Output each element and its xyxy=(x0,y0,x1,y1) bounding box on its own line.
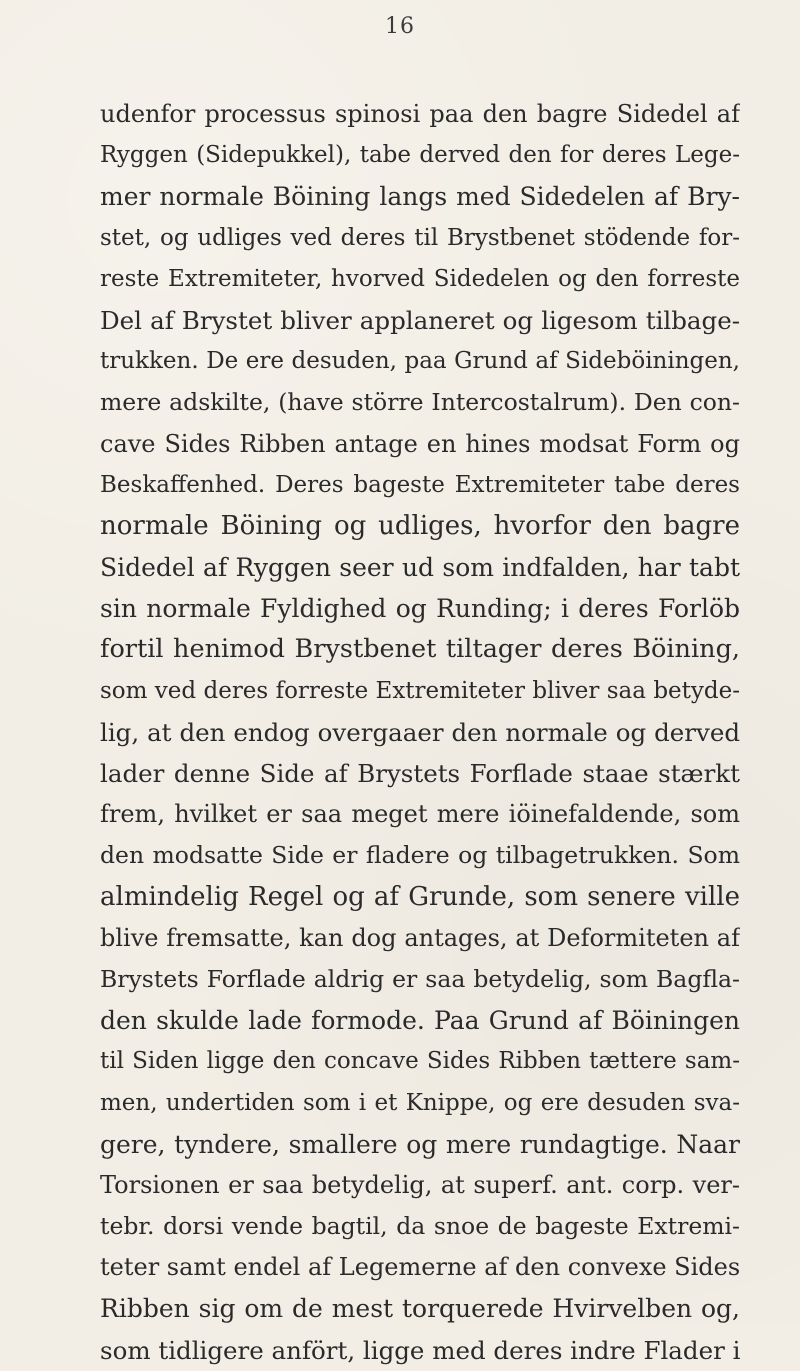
text-line: stet, og udliges ved deres til Brystbenet stödende for- xyxy=(100,224,740,251)
text-line: Ribben sig om de mest torquerede Hvirvelben og, xyxy=(100,1294,740,1324)
text-line: den modsatte Side er fladere og tilbagetrukken. Som xyxy=(100,841,740,870)
text-line: Brystets Forflade aldrig er saa betydelig, som Bagfla- xyxy=(100,964,740,993)
text-line: almindelig Regel og af Grunde, som senere ville xyxy=(100,881,740,912)
text-line: blive fremsatte, kan dog antages, at Deformiteten af xyxy=(100,923,740,952)
text-line: Ryggen (Sidepukkel), tabe derved den for deres Lege- xyxy=(100,142,740,169)
text-line: Sidedel af Ryggen seer ud som indfalden, har tabt xyxy=(100,553,740,583)
page-number: 16 xyxy=(385,14,415,39)
text-line: mer normale Böining langs med Sidedelen af Bry- xyxy=(100,182,740,212)
text-line: fortil henimod Brystbenet tiltager deres Böining, xyxy=(100,634,740,665)
body-text xyxy=(100,94,740,1371)
text-line: som ved deres forreste Extremiteter bliver saa betyde- xyxy=(100,677,740,704)
text-line: teter samt endel af Legemerne af den convexe Sides xyxy=(100,1253,740,1282)
text-line: reste Extremiteter, hvorved Sidedelen og den forreste xyxy=(100,265,740,292)
text-line: cave Sides Ribben antage en hines modsat Form og xyxy=(100,429,740,458)
text-line: Beskaffenhed. Deres bageste Extremiteter tabe deres xyxy=(100,471,740,498)
text-line: som tidligere anfört, ligge med deres indre Flader i xyxy=(100,1335,740,1365)
text-line: lig, at den endog overgaaer den normale og derved xyxy=(100,717,740,747)
text-line: trukken. De ere desuden, paa Grund af Sideböiningen, xyxy=(100,348,740,375)
text-line: men, undertiden som i et Knippe, og ere desuden sva- xyxy=(100,1089,740,1116)
text-line: Torsionen er saa betydelig, at superf. ant. corp. ver- xyxy=(100,1170,740,1199)
text-line: til Siden ligge den concave Sides Ribben tættere sam- xyxy=(100,1048,740,1075)
text-line: Del af Brystet bliver applaneret og ligesom tilbage- xyxy=(100,305,740,335)
text-line: lader denne Side af Brystets Forflade staae stærkt xyxy=(100,759,740,788)
text-line: normale Böining og udliges, hvorfor den bagre xyxy=(100,510,740,541)
text-line: gere, tyndere, smallere og mere rundagtige. Naar xyxy=(100,1129,740,1159)
text-line: mere adskilte, (have större Intercostalrum). Den con- xyxy=(100,388,740,417)
text-line: frem, hvilket er saa meget mere iöinefaldende, som xyxy=(100,800,740,829)
text-line: tebr. dorsi vende bagtil, da snoe de bageste Extremi- xyxy=(100,1212,740,1241)
text-line: sin normale Fyldighed og Runding; i deres Forlöb xyxy=(100,594,740,624)
text-line: den skulde lade formode. Paa Grund af Böiningen xyxy=(100,1006,740,1036)
text-line: udenfor processus spinosi paa den bagre Sidedel af xyxy=(100,100,740,128)
